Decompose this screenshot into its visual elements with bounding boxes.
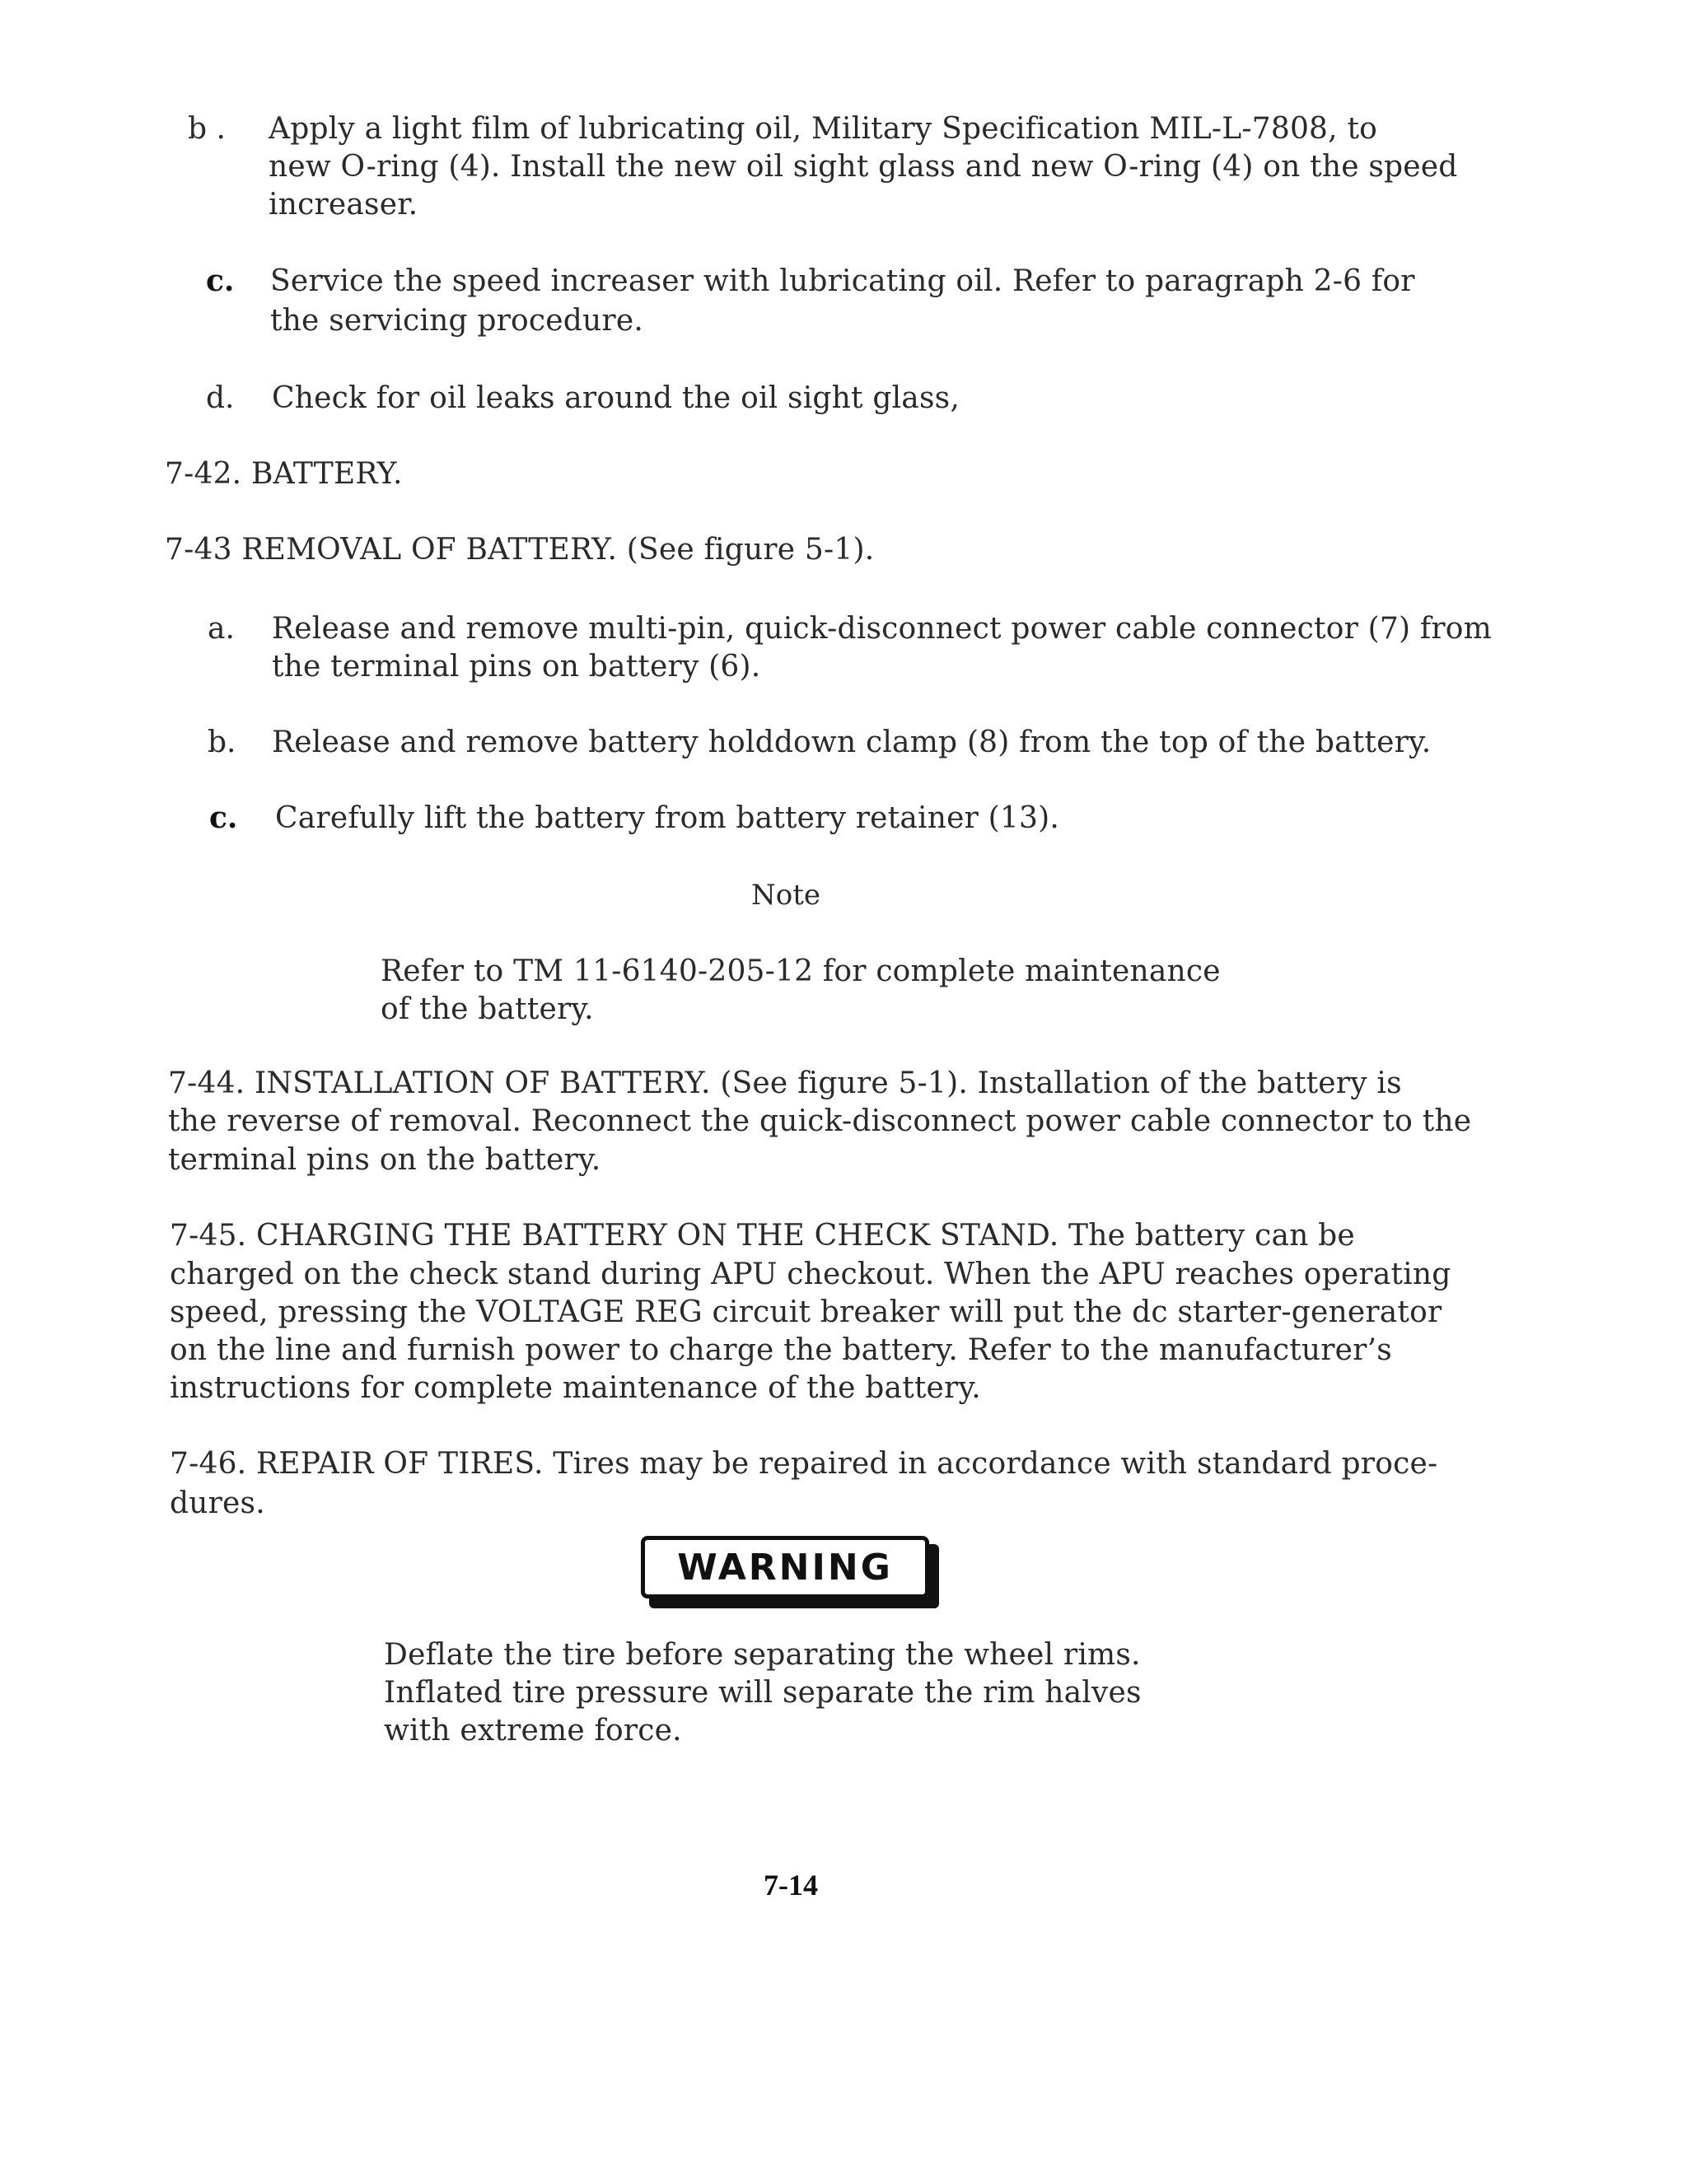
heading-7-42: 7-42. BATTERY. <box>165 457 403 491</box>
warning-badge-shadow-bottom <box>649 1597 939 1608</box>
para-7-45-line-3: speed, pressing the VOLTAGE REG circuit breaker will put the dc starter-generator <box>170 1295 1442 1329</box>
note-line-2: of the battery. <box>381 992 594 1026</box>
warning-label: WARNING <box>677 1546 893 1589</box>
warning-line-3: with extreme force. <box>384 1714 682 1748</box>
removal-label-c: c. <box>209 800 238 835</box>
heading-7-43: 7-43 REMOVAL OF BATTERY. (See figure 5-1). <box>165 533 875 567</box>
removal-label-b: b. <box>208 726 236 759</box>
item-label-b: b . <box>188 112 226 146</box>
removal-b-line-1: Release and remove battery holddown clamp (8) from the top of the battery. <box>272 726 1432 759</box>
warning-badge <box>641 1536 946 1612</box>
page-number: 7-14 <box>764 1869 818 1902</box>
warning-badge-face <box>641 1536 929 1598</box>
item-label-d: d. <box>206 381 235 415</box>
warning-line-2: Inflated tire pressure will separate the rim halves <box>384 1676 1142 1710</box>
para-7-44-line-3: terminal pins on the battery. <box>168 1143 601 1177</box>
removal-c-line-1: Carefully lift the battery from battery retainer (13). <box>275 801 1060 835</box>
para-7-45-line-5: instructions for complete maintenance of the battery. <box>170 1371 981 1405</box>
item-c-line-2: the servicing procedure. <box>270 304 643 338</box>
item-b-line-3: increaser. <box>269 188 418 222</box>
item-c-line-1: Service the speed increaser with lubricating oil. Refer to paragraph 2-6 for <box>270 264 1415 298</box>
para-7-45-line-1: 7-45. CHARGING THE BATTERY ON THE CHECK STAND. The battery can be <box>170 1219 1355 1253</box>
warning-line-1: Deflate the tire before separating the wheel rims. <box>384 1638 1141 1672</box>
item-b-line-1: Apply a light film of lubricating oil, Military Specification MIL-L-7808, to <box>269 112 1377 146</box>
para-7-44-line-1: 7-44. INSTALLATION OF BATTERY. (See figure 5-1). Installation of the battery is <box>168 1066 1402 1100</box>
removal-label-a: a. <box>208 612 235 646</box>
removal-a-line-2: the terminal pins on battery (6). <box>272 650 761 684</box>
para-7-45-line-2: charged on the check stand during APU checkout. When the APU reaches operating <box>170 1258 1451 1291</box>
item-b-line-2: new O-ring (4). Install the new oil sight glass and new O-ring (4) on the speed <box>269 150 1458 184</box>
para-7-46-line-1: 7-46. REPAIR OF TIRES. Tires may be repaired in accordance with standard proce- <box>170 1447 1438 1481</box>
item-label-c: c. <box>206 264 235 298</box>
note-line-1: Refer to TM 11-6140-205-12 for complete maintenance <box>381 954 1221 988</box>
para-7-45-line-4: on the line and furnish power to charge the battery. Refer to the manufacturer’s <box>170 1333 1392 1367</box>
note-heading: Note <box>751 879 821 912</box>
para-7-46-line-2: dures. <box>170 1486 265 1520</box>
removal-a-line-1: Release and remove multi-pin, quick-disconnect power cable connector (7) from <box>272 612 1493 646</box>
para-7-44-line-2: the reverse of removal. Reconnect the quick-disconnect power cable connector to the <box>168 1104 1472 1138</box>
item-d-line-1: Check for oil leaks around the oil sight glass, <box>272 381 960 415</box>
